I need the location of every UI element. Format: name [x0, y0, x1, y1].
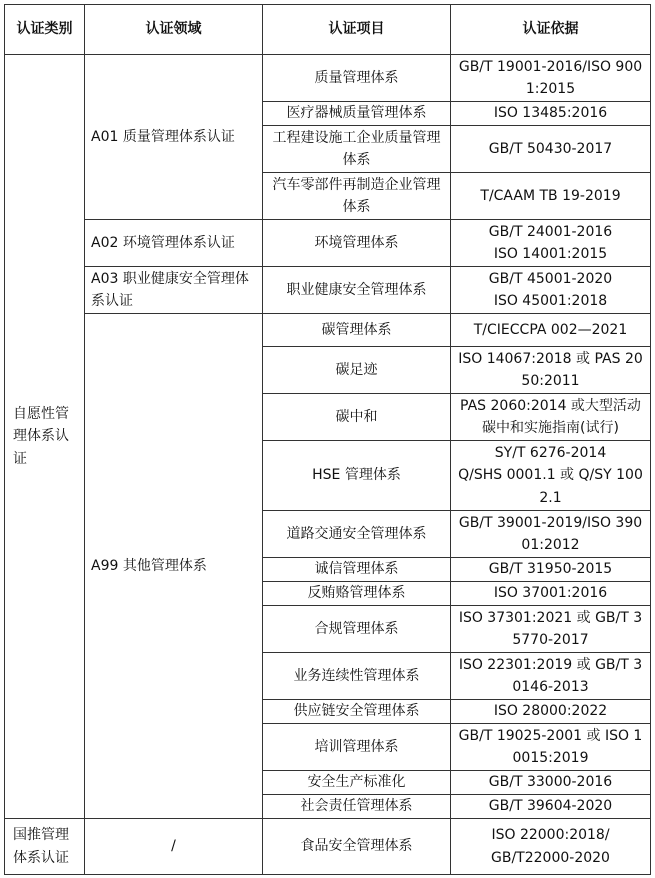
- project-cell: 诚信管理体系: [263, 558, 451, 582]
- basis-cell: SY/T 6276-2014 Q/SHS 0001.1 或 Q/SY 1002.1: [451, 441, 651, 511]
- basis-cell: T/CIECCPA 002—2021: [451, 314, 651, 347]
- basis-cell: GB/T 19025-2001 或 ISO 10015:2019: [451, 724, 651, 771]
- project-cell: 反贿赂管理体系: [263, 582, 451, 606]
- domain-cell: /: [85, 819, 263, 875]
- basis-cell: ISO 28000:2022: [451, 700, 651, 724]
- basis-cell: PAS 2060:2014 或大型活动碳中和实施指南(试行): [451, 394, 651, 441]
- table-row: [5, 314, 651, 347]
- project-cell: 医疗器械质量管理体系: [263, 102, 451, 126]
- basis-cell: ISO 22000:2018/ GB/T22000-2020: [451, 819, 651, 875]
- project-cell: HSE 管理体系: [263, 441, 451, 511]
- basis-cell: ISO 13485:2016: [451, 102, 651, 126]
- header-project: 认证项目: [263, 5, 451, 55]
- project-cell: 工程建设施工企业质量管理体系: [263, 126, 451, 173]
- basis-cell: ISO 14067:2018 或 PAS 2050:2011: [451, 347, 651, 394]
- basis-cell: GB/T 24001-2016 ISO 14001:2015: [451, 220, 651, 267]
- domain-cell: A01 质量管理体系认证: [85, 55, 263, 220]
- domain-cell: A99 其他管理体系: [85, 314, 263, 819]
- header-row: [5, 5, 651, 55]
- basis-cell: ISO 37301:2021 或 GB/T 35770-2017: [451, 606, 651, 653]
- basis-cell: GB/T 45001-2020 ISO 45001:2018: [451, 267, 651, 314]
- project-cell: 汽车零部件再制造企业管理体系: [263, 173, 451, 220]
- project-cell: 社会责任管理体系: [263, 795, 451, 819]
- table-row: [5, 267, 651, 314]
- project-cell: 碳足迹: [263, 347, 451, 394]
- domain-cell: A02 环境管理体系认证: [85, 220, 263, 267]
- basis-cell: GB/T 39604-2020: [451, 795, 651, 819]
- basis-cell: GB/T 39001-2019/ISO 39001:2012: [451, 511, 651, 558]
- category-cell: 国推管理体系认证: [5, 819, 85, 875]
- project-cell: 业务连续性管理体系: [263, 653, 451, 700]
- header-basis: 认证依据: [451, 5, 651, 55]
- basis-cell: T/CAAM TB 19-2019: [451, 173, 651, 220]
- project-cell: 食品安全管理体系: [263, 819, 451, 875]
- project-cell: 道路交通安全管理体系: [263, 511, 451, 558]
- project-cell: 供应链安全管理体系: [263, 700, 451, 724]
- project-cell: 安全生产标准化: [263, 771, 451, 795]
- table-row: [5, 819, 651, 875]
- domain-cell: A03 职业健康安全管理体系认证: [85, 267, 263, 314]
- category-cell: 自愿性管理体系认证: [5, 55, 85, 819]
- basis-cell: GB/T 33000-2016: [451, 771, 651, 795]
- header-category: 认证类别: [5, 5, 85, 55]
- certification-table: [4, 4, 651, 875]
- basis-cell: ISO 22301:2019 或 GB/T 30146-2013: [451, 653, 651, 700]
- project-cell: 合规管理体系: [263, 606, 451, 653]
- basis-cell: GB/T 31950-2015: [451, 558, 651, 582]
- project-cell: 碳管理体系: [263, 314, 451, 347]
- table-row: [5, 55, 651, 102]
- header-domain: 认证领域: [85, 5, 263, 55]
- basis-cell: ISO 37001:2016: [451, 582, 651, 606]
- project-cell: 质量管理体系: [263, 55, 451, 102]
- project-cell: 环境管理体系: [263, 220, 451, 267]
- project-cell: 碳中和: [263, 394, 451, 441]
- project-cell: 职业健康安全管理体系: [263, 267, 451, 314]
- project-cell: 培训管理体系: [263, 724, 451, 771]
- basis-cell: GB/T 50430-2017: [451, 126, 651, 173]
- table-row: [5, 220, 651, 267]
- basis-cell: GB/T 19001-2016/ISO 9001:2015: [451, 55, 651, 102]
